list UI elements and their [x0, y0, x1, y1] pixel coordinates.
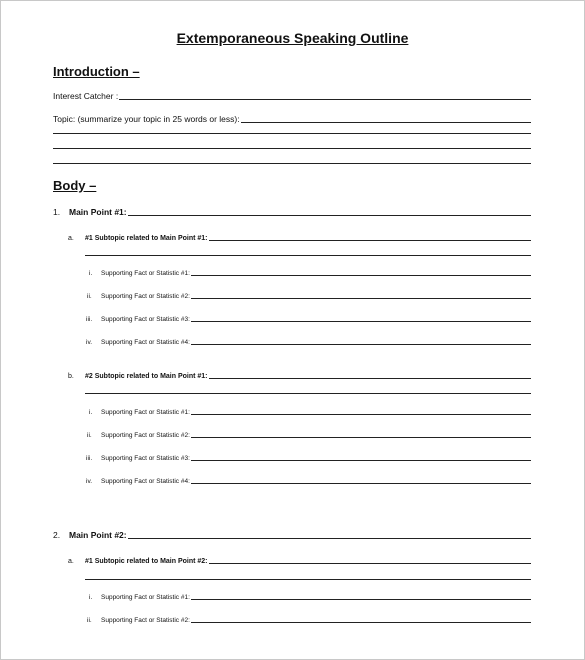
subtopic-1b-label: #2 Subtopic related to Main Point #1:	[85, 373, 208, 380]
main-point-2-line[interactable]	[128, 538, 531, 539]
fact-1a-iii-label: Supporting Fact or Statistic #3:	[101, 316, 190, 323]
fact-1a-iii-field[interactable]	[101, 316, 531, 323]
fact-2a-ii-label: Supporting Fact or Statistic #2:	[101, 617, 190, 624]
fact-2a-ii-line[interactable]	[191, 622, 531, 623]
fact-1a-ii-line[interactable]	[191, 298, 531, 299]
subtopic-1a-field[interactable]	[85, 235, 531, 242]
main-point-1-label: Main Point #1:	[69, 207, 127, 217]
fact-1a-i-label: Supporting Fact or Statistic #1:	[101, 270, 190, 277]
fact-1b-iv-number: iv.	[86, 478, 93, 485]
introduction-heading: Introduction –	[53, 64, 140, 79]
subtopic-1a-label: #1 Subtopic related to Main Point #1:	[85, 235, 208, 242]
fact-1a-i-field[interactable]	[101, 270, 531, 277]
fact-1b-iv-line[interactable]	[191, 483, 531, 484]
fact-1a-iv-number: iv.	[86, 339, 93, 346]
subtopic-1a-number: a.	[68, 235, 74, 242]
subtopic-1a-line[interactable]	[209, 240, 531, 241]
fact-1b-iii-number: iii.	[86, 455, 93, 462]
main-point-1-field[interactable]	[69, 207, 531, 217]
fact-2a-i-field[interactable]	[101, 594, 531, 601]
main-point-1-line[interactable]	[128, 215, 531, 216]
fact-1a-ii-number: ii.	[87, 293, 92, 300]
subtopic-2a-field[interactable]	[85, 558, 531, 565]
topic-field[interactable]	[53, 114, 531, 124]
fact-1b-ii-label: Supporting Fact or Statistic #2:	[101, 432, 190, 439]
subtopic-1b-line-2[interactable]	[85, 393, 531, 394]
fact-2a-i-number: i.	[89, 594, 93, 601]
topic-label: Topic: (summarize your topic in 25 words or less):	[53, 114, 240, 124]
fact-1a-iii-line[interactable]	[191, 321, 531, 322]
subtopic-1a-line-2[interactable]	[85, 255, 531, 256]
interest-catcher-line[interactable]	[119, 99, 531, 100]
fact-1a-iii-number: iii.	[86, 316, 93, 323]
interest-catcher-field[interactable]	[53, 91, 531, 101]
fact-1b-iii-line[interactable]	[191, 460, 531, 461]
fact-2a-ii-number: ii.	[87, 617, 92, 624]
interest-catcher-label: Interest Catcher :	[53, 91, 119, 101]
fact-1b-iv-label: Supporting Fact or Statistic #4:	[101, 478, 190, 485]
fact-1a-i-number: i.	[89, 270, 93, 277]
document-title: Extemporaneous Speaking Outline	[176, 30, 409, 46]
subtopic-1b-number: b.	[68, 373, 74, 380]
main-point-2-number: 2.	[53, 530, 61, 540]
main-point-2-field[interactable]	[69, 530, 531, 540]
fact-1a-ii-field[interactable]	[101, 293, 531, 300]
fact-1b-i-number: i.	[89, 409, 93, 416]
fact-1b-iii-field[interactable]	[101, 455, 531, 462]
fact-1b-i-label: Supporting Fact or Statistic #1:	[101, 409, 190, 416]
topic-line[interactable]	[241, 122, 531, 123]
topic-line-2[interactable]	[53, 133, 531, 134]
fact-1b-ii-number: ii.	[87, 432, 92, 439]
fact-1b-iv-field[interactable]	[101, 478, 531, 485]
topic-line-3[interactable]	[53, 148, 531, 149]
main-point-1-number: 1.	[53, 207, 61, 217]
subtopic-2a-line[interactable]	[209, 563, 531, 564]
fact-1a-ii-label: Supporting Fact or Statistic #2:	[101, 293, 190, 300]
subtopic-1b-line[interactable]	[209, 378, 531, 379]
fact-1b-i-line[interactable]	[191, 414, 531, 415]
fact-1b-ii-line[interactable]	[191, 437, 531, 438]
fact-2a-i-label: Supporting Fact or Statistic #1:	[101, 594, 190, 601]
fact-1b-ii-field[interactable]	[101, 432, 531, 439]
fact-1a-iv-line[interactable]	[191, 344, 531, 345]
fact-1b-i-field[interactable]	[101, 409, 531, 416]
subtopic-2a-label: #1 Subtopic related to Main Point #2:	[85, 558, 208, 565]
subtopic-1b-field[interactable]	[85, 373, 531, 380]
fact-1a-i-line[interactable]	[191, 275, 531, 276]
fact-2a-ii-field[interactable]	[101, 617, 531, 624]
fact-1b-iii-label: Supporting Fact or Statistic #3:	[101, 455, 190, 462]
subtopic-2a-number: a.	[68, 558, 74, 565]
body-heading: Body –	[53, 178, 97, 193]
topic-line-4[interactable]	[53, 163, 531, 164]
fact-1a-iv-label: Supporting Fact or Statistic #4:	[101, 339, 190, 346]
subtopic-2a-line-2[interactable]	[85, 579, 531, 580]
fact-2a-i-line[interactable]	[191, 599, 531, 600]
main-point-2-label: Main Point #2:	[69, 530, 127, 540]
fact-1a-iv-field[interactable]	[101, 339, 531, 346]
